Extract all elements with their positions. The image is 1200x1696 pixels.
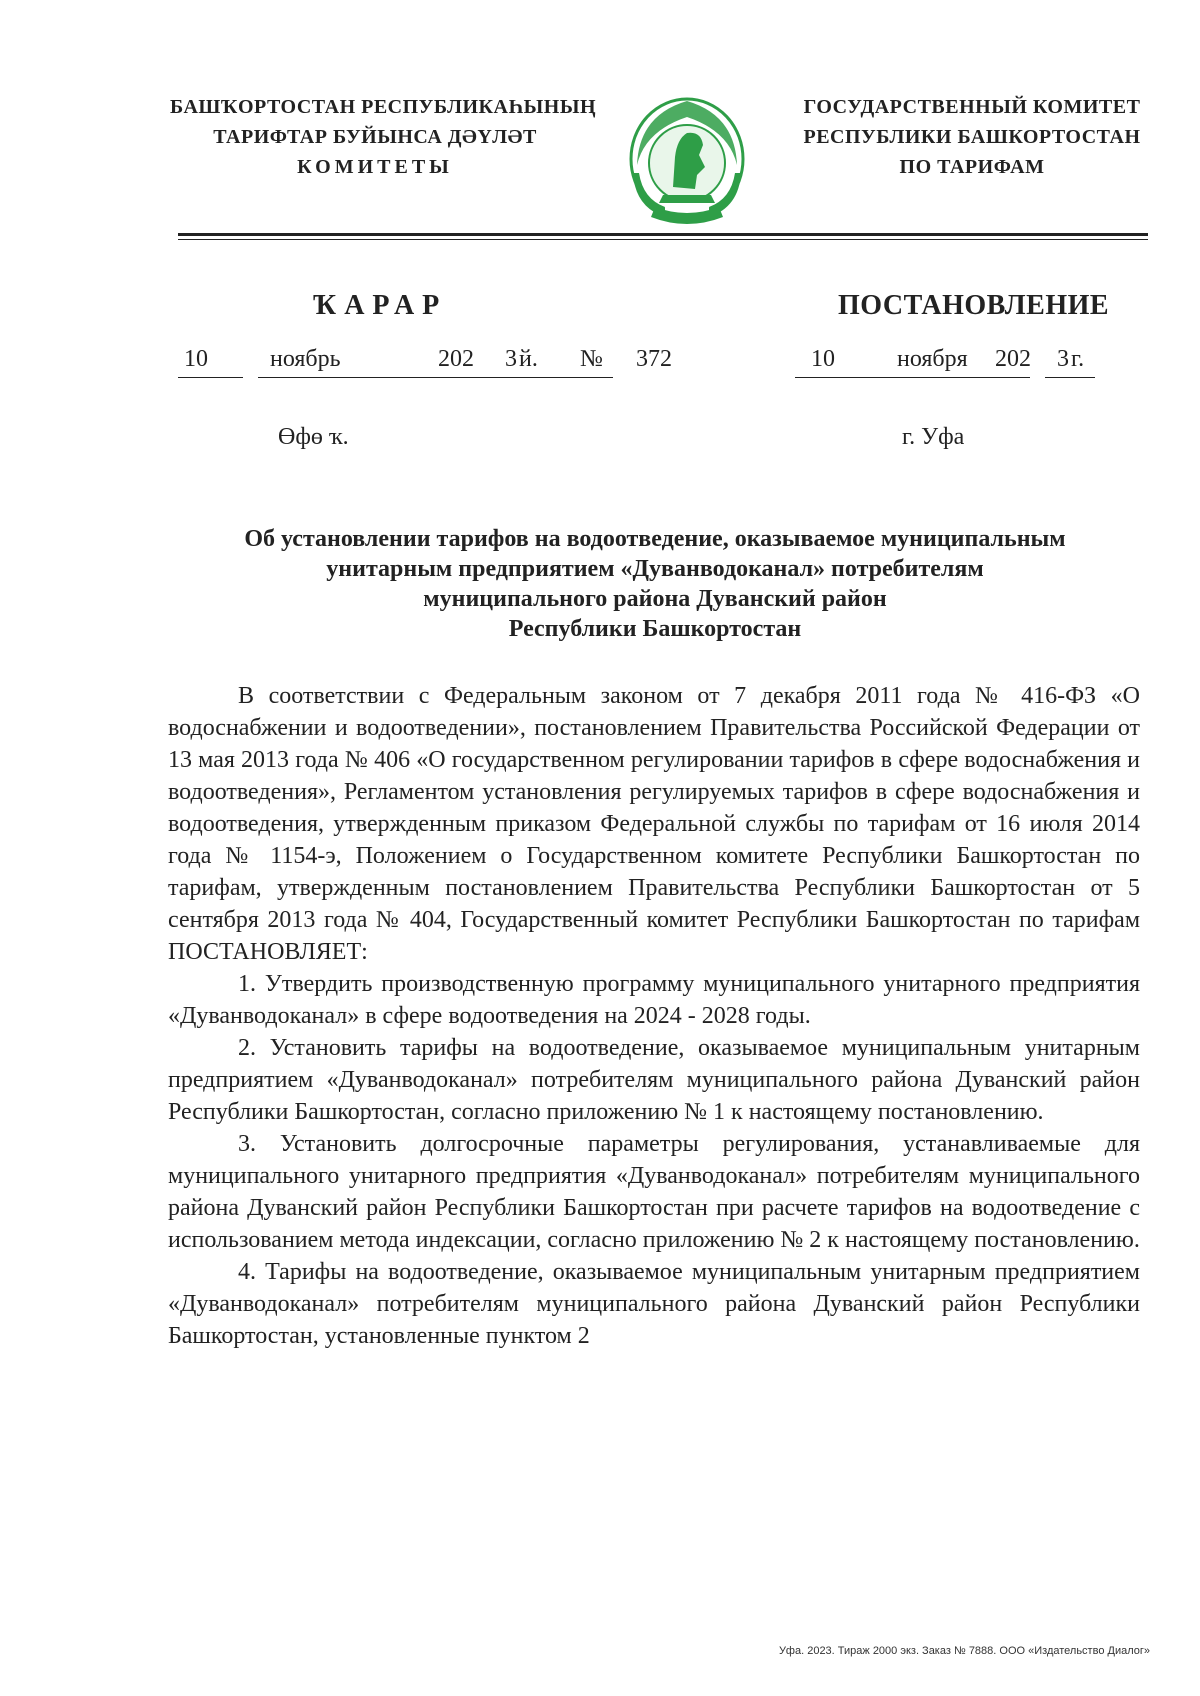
title-line-3: муниципального района Дуванский район [423,586,887,612]
number-sign: № [580,346,603,372]
date-year-digit: 3 [505,346,517,372]
date-day: 10 [811,346,835,372]
header-bashkir-line-1: БАШҠОРТОСТАН РЕСПУБЛИКАҺЫНЫҢ [170,96,597,118]
underline-year [1045,377,1095,378]
clause-3: 3. Установить долгосрочные параметры регулирования, устанавливаемые для муниципального унитарного предприятия «Дуванводоканал» потребителям муниципального района Дуванский район Республики Башкортостан при расчете тарифов на водоотведение с использованием метода индексации, согласно приложению № 2 к настоящему постановлению. [168,1131,1140,1253]
print-imprint: Уфа. 2023. Тираж 2000 экз. Заказ № 7888. ООО «Издательство Диалог» [778,1645,1150,1657]
date-year-prefix: 202 [995,346,1031,372]
header-divider-thin [178,239,1148,240]
document-body [168,680,1140,1352]
header-russian-line-2: РЕСПУБЛИКИ БАШКОРТОСТАН [803,126,1141,148]
city-bashkir: Өфө ҡ. [278,424,349,450]
underline-year [493,377,538,378]
date-month: ноябрь [270,346,341,372]
document-number: 372 [636,346,672,372]
city-russian: г. Уфа [902,424,965,450]
coat-of-arms-emblem [625,95,750,235]
date-line-left [178,340,672,380]
header-russian [792,92,1152,182]
clause-1: 1. Утвердить производственную программу муниципального унитарного предприятия «Дуванводоканал» в сфере водоотведения на 2024 - 2028 годы. [168,971,1140,1029]
date-month: ноября [897,346,968,372]
date-suffix: й. [519,346,538,372]
date-year-digit: 3 [1057,346,1069,372]
underline-date [795,377,1030,378]
clause-2: 2. Установить тарифы на водоотведение, оказываемое муниципальным унитарным предприятием «Дуванводоканал» потребителям муниципального района Дуванский район Республики Башкортостан, согласно приложению № 1 к настоящему постановлению. [168,1035,1140,1125]
date-year-prefix: 202 [438,346,474,372]
title-line-2: унитарным предприятием «Дуванводоканал» потребителям [326,556,984,582]
header-russian-line-1: ГОСУДАРСТВЕННЫЙ КОМИТЕТ [803,96,1141,118]
document-title [160,524,1150,644]
header-bashkir-line-3: КОМИТЕТЫ [297,156,453,178]
underline-day [178,377,243,378]
doc-type-russian: ПОСТАНОВЛЕНИЕ [838,290,1110,321]
date-day: 10 [184,346,208,372]
title-line-4: Республики Башкортостан [508,616,802,642]
date-suffix: г. [1071,346,1085,372]
header-divider-thick [178,233,1148,236]
doc-type-bashkir: ҠАРАР [313,290,448,321]
header-bashkir-line-2: ТАРИФТАР БУЙЫНСА ДӘҮЛӘТ [213,126,537,148]
clause-4: 4. Тарифы на водоотведение, оказываемое муниципальным унитарным предприятием «Дуванводоканал» потребителям муниципального района Дуванский район Республики Башкортостан, установленные пунктом 2 [168,1259,1140,1349]
preamble-paragraph: В соответствии с Федеральным законом от 7 декабря 2011 года № 416-ФЗ «О водоснабжении и водоотведении», постановлением Правительства Российской Федерации от 13 мая 2013 года № 406 «О государственном регулировании тарифов в сфере водоснабжения и водоотведения», Регламентом установления регулируемых тарифов в сфере водоснабжения и водоотведения, утвержденным приказом Федеральной службы по тарифам от 16 июля 2014 года № 1154-э, Положением о Государственном комитете Республики Башкортостан по тарифам, утвержденным постановлением Правительства Республики Башкортостан от 5 сентября 2013 года № 404, Государственный комитет Республики Башкортостан по тарифам ПОСТАНОВЛЯЕТ: [168,683,1140,965]
header-bashkir [170,92,597,182]
underline-month [258,377,613,378]
title-line-1: Об установлении тарифов на водоотведение, оказываемое муниципальным [244,526,1066,552]
date-line-right [795,340,1155,380]
header-russian-line-3: ПО ТАРИФАМ [899,156,1045,178]
